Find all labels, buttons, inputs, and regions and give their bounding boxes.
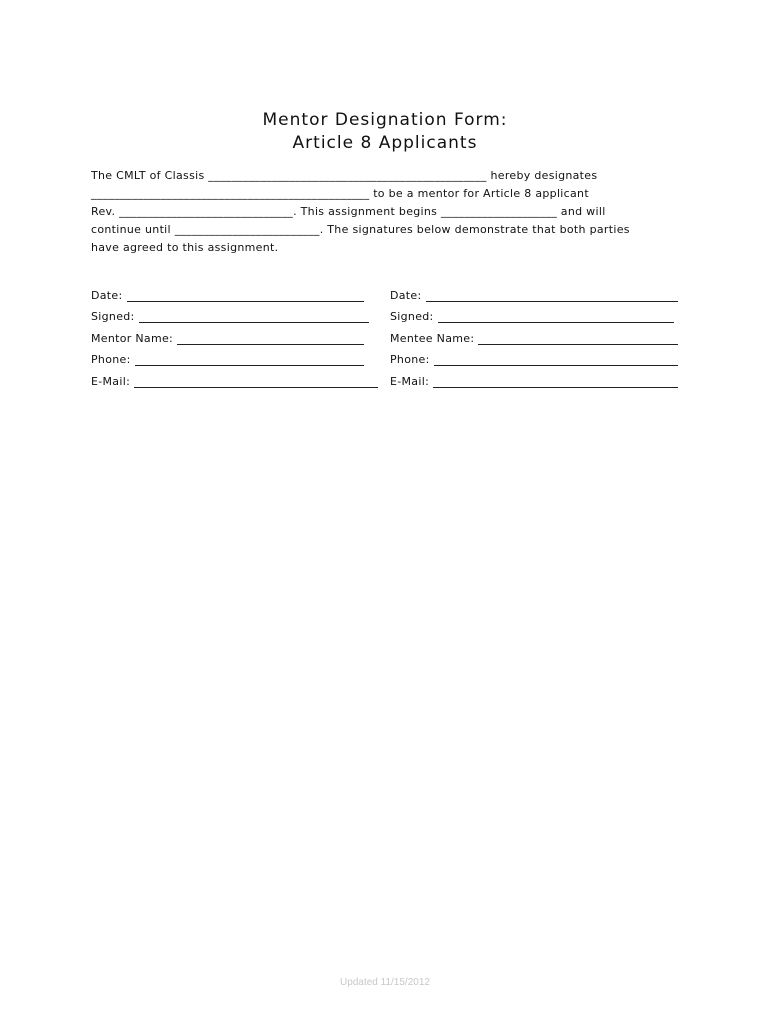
mentor-phone-field[interactable]	[91, 353, 364, 366]
form-title-line-1: Mentor Designation Form:	[262, 110, 508, 130]
designation-paragraph-line-3: Rev. ______________________________. This assignment begins ____________________ and will	[91, 205, 606, 218]
mentee-date-line[interactable]	[426, 292, 679, 302]
mentor-date-field[interactable]	[91, 289, 364, 302]
mentor-name-field[interactable]	[91, 332, 364, 345]
mentee-name-field[interactable]	[390, 332, 678, 345]
mentee-email-line[interactable]	[433, 378, 678, 388]
mentor-email-field[interactable]	[91, 375, 378, 388]
mentor-signed-label: Signed:	[91, 310, 135, 323]
designation-paragraph-line-5: have agreed to this assignment.	[91, 241, 279, 254]
mentee-email-label: E-Mail:	[390, 375, 430, 388]
mentee-signed-field[interactable]	[390, 310, 674, 323]
mentor-email-line[interactable]	[134, 378, 378, 388]
mentor-signed-line[interactable]	[139, 313, 369, 323]
mentee-signed-label: Signed:	[390, 310, 434, 323]
mentor-name-line[interactable]	[177, 335, 364, 345]
mentor-name-label: Mentor Name:	[91, 332, 174, 345]
mentor-date-line[interactable]	[127, 292, 365, 302]
mentor-phone-line[interactable]	[135, 356, 364, 366]
designation-paragraph-line-4: continue until _________________________. The signatures below demonstrate that both parties	[91, 223, 630, 236]
mentee-name-line[interactable]	[478, 335, 678, 345]
mentee-date-label: Date:	[390, 289, 422, 302]
mentee-phone-field[interactable]	[390, 353, 678, 366]
mentee-name-label: Mentee Name:	[390, 332, 475, 345]
mentee-email-field[interactable]	[390, 375, 678, 388]
mentor-date-label: Date:	[91, 289, 123, 302]
updated-date-footer: Updated 11/15/2012	[340, 977, 430, 988]
mentee-phone-label: Phone:	[390, 353, 430, 366]
mentee-phone-line[interactable]	[434, 356, 678, 366]
mentor-signed-field[interactable]	[91, 310, 369, 323]
form-title-line-2: Article 8 Applicants	[292, 133, 478, 153]
mentor-email-label: E-Mail:	[91, 375, 131, 388]
designation-paragraph-line-2: ________________________________________________ to be a mentor for Article 8 applicant	[91, 187, 589, 200]
designation-paragraph-line-1: The CMLT of Classis ________________________________________________ hereby designates	[91, 169, 598, 182]
mentor-phone-label: Phone:	[91, 353, 131, 366]
mentee-date-field[interactable]	[390, 289, 678, 302]
mentee-signed-line[interactable]	[438, 313, 674, 323]
